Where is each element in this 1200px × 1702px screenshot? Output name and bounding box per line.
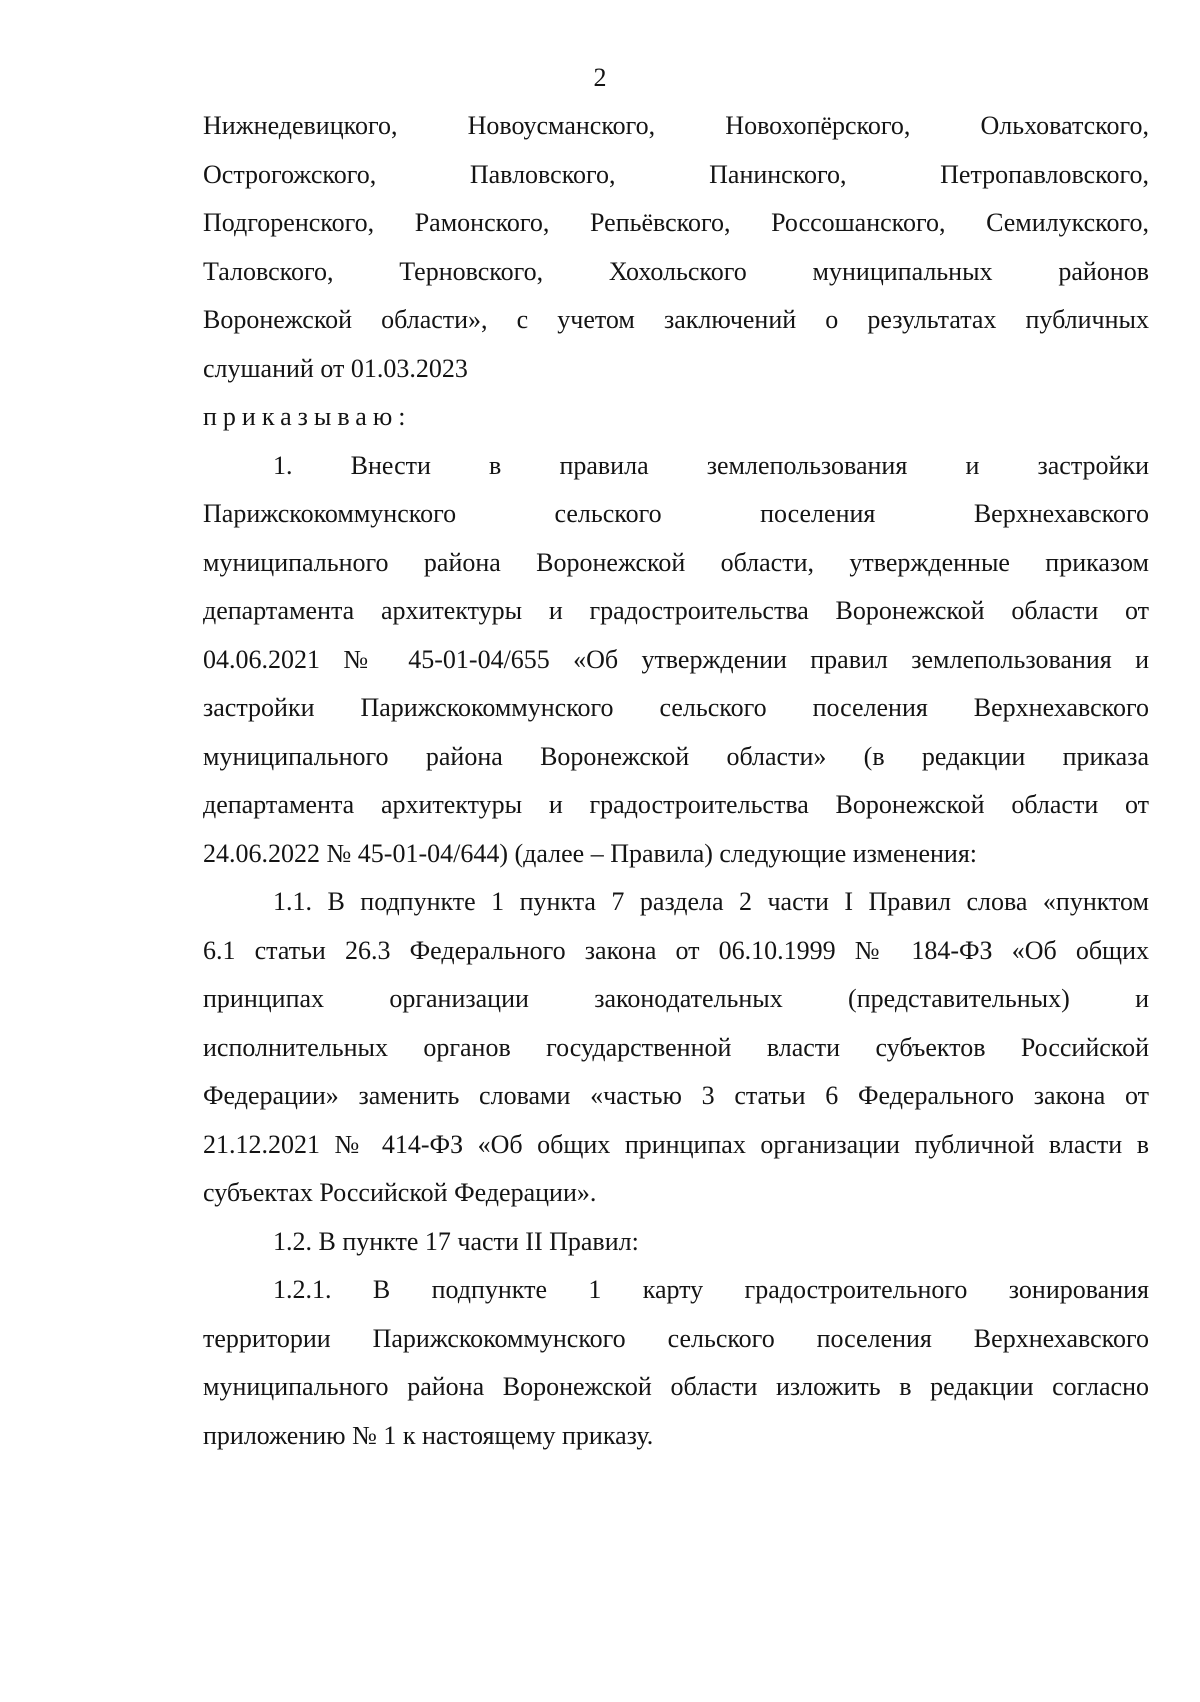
text-line: 1. Внести в правила землепользования и застройки: [273, 450, 1149, 480]
text-line: департамента архитектуры и градостроительства Воронежской области от: [203, 596, 1149, 625]
text-line: принципах организации законодательных (представительных) и: [203, 984, 1149, 1013]
text-line: Федерации» заменить словами «частью 3 статьи 6 Федерального закона от: [203, 1081, 1149, 1110]
page-number: 2: [593, 63, 607, 92]
text-line: приложению № 1 к настоящему приказу.: [203, 1420, 654, 1450]
text-line: 6.1 статьи 26.3 Федерального закона от 06.10.1999 № 184-ФЗ «Об общих: [203, 935, 1149, 965]
text-line: Острогожского, Павловского, Панинского, Петропавловского,: [203, 159, 1149, 189]
text-line: приказываю:: [203, 402, 412, 431]
text-line: муниципального района Воронежской области» (в редакции приказа: [203, 741, 1149, 771]
text-line: 24.06.2022 № 45-01-04/644) (далее – Правила) следующие изменения:: [203, 838, 978, 868]
text-line: 21.12.2021 № 414-ФЗ «Об общих принципах организации публичной власти в: [203, 1129, 1149, 1159]
text-line: Таловского, Терновского, Хохольского муниципальных районов: [203, 256, 1149, 286]
text-line: 04.06.2021 № 45-01-04/655 «Об утверждении правил землепользования и: [203, 644, 1149, 674]
text-line: 1.2.1. В подпункте 1 карту градостроительного зонирования: [273, 1275, 1149, 1304]
text-line: Парижскокоммунского сельского поселения Верхнехавского: [203, 499, 1149, 528]
text-line: муниципального района Воронежской области, утвержденные приказом: [203, 547, 1149, 577]
text-line: субъектах Российской Федерации».: [203, 1178, 597, 1207]
document-body: [203, 110, 1149, 1468]
text-line: слушаний от 01.03.2023: [203, 353, 468, 383]
text-line: Подгоренского, Рамонского, Репьёвского, Россошанского, Семилукского,: [203, 208, 1149, 237]
text-line: департамента архитектуры и градостроительства Воронежской области от: [203, 790, 1149, 819]
text-line: 1.2. В пункте 17 части II Правил:: [273, 1226, 639, 1256]
text-line: Нижнедевицкого, Новоусманского, Новохопёрского, Ольховатского,: [203, 111, 1149, 140]
text-line: 1.1. В подпункте 1 пункта 7 раздела 2 части I Правил слова «пунктом: [273, 887, 1149, 916]
text-line: Воронежской области», с учетом заключений о результатах публичных: [203, 305, 1149, 334]
text-line: исполнительных органов государственной власти субъектов Российской: [203, 1032, 1149, 1062]
text-line: муниципального района Воронежской области изложить в редакции согласно: [203, 1372, 1149, 1401]
text-line: территории Парижскокоммунского сельского поселения Верхнехавского: [203, 1323, 1149, 1353]
text-line: застройки Парижскокоммунского сельского поселения Верхнехавского: [203, 693, 1149, 722]
